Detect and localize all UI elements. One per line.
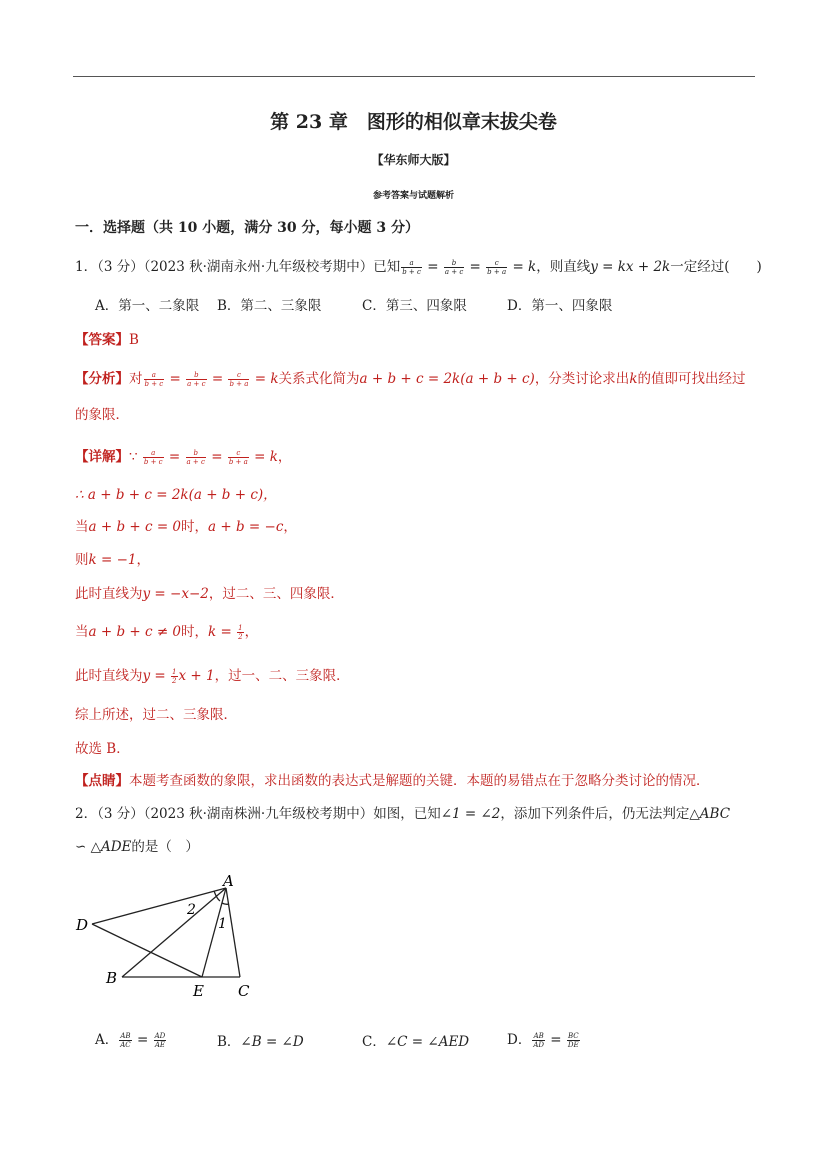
label-B: B [106, 969, 118, 987]
label-D: D [76, 916, 89, 934]
optA-fraction-2: $\frac{AD}{AE}$ [154, 1032, 166, 1049]
section-heading: 一．选择题（共 10 小题，满分 30 分，每小题 3 分） [75, 220, 419, 236]
q2-option-d[interactable]: D． $\frac{AB}{AD}$ = $\frac{BC}{DE}$ [507, 1032, 579, 1049]
q2-stem-cont: ∽ △ADE的是（ ） [75, 839, 199, 855]
q1-step-5: 当a + b + c ≠ 0时，k = $\frac{1}{2}$ ， [75, 624, 259, 641]
q1-step-8: 故选 B． [75, 741, 130, 757]
q1-prefix: 1．（3 分）（2023 秋·湖南永州·九年级校考期中）已知 [75, 259, 401, 275]
q1-fraction-2: $\frac{b}{a + c}$ [444, 259, 464, 276]
analysis-fraction-1: $\frac{a}{b + c}$ [144, 371, 164, 388]
label-A: A [223, 872, 234, 890]
segment-AC [226, 888, 240, 977]
header-rule [73, 76, 755, 77]
q1-fraction-3: $\frac{c}{b + a}$ [487, 259, 507, 276]
q1-step-1: ∴ a + b + c = 2k(a + b + c)， [75, 487, 277, 503]
q1-option-c[interactable]: C．第三、四象限 [362, 298, 467, 314]
q1-option-a[interactable]: A．第一、二象限 [95, 298, 200, 314]
q2-figure [70, 868, 270, 1003]
label-angle-1: 1 [218, 916, 227, 932]
q1-step-6: 此时直线为y = $\frac{1}{2}$ x + 1，过一、二、三象限． [75, 668, 350, 685]
q2-option-a[interactable]: A． $\frac{AB}{AC}$ = $\frac{AD}{AE}$ [95, 1032, 166, 1049]
analysis-fraction-2: $\frac{b}{a + c}$ [187, 371, 206, 388]
q1-step-3: 则k = −1， [75, 552, 150, 568]
q1-analysis: 【分析】对 $\frac{a}{b + c}$ = $\frac{b}{a + c}$ = $\frac{c}{b + a}$ = k关系式化简为a + b + c = 2k(a + b + c)，分类讨论求出k的值即可找出经过 [75, 371, 746, 388]
analysis-fraction-3: $\frac{c}{b + a}$ [229, 371, 249, 388]
q1-answer [75, 328, 139, 348]
answer-value: B [129, 332, 139, 348]
q1-line-expr: y = kx + 2k [590, 259, 671, 275]
label-C: C [238, 982, 250, 1000]
detail-fraction-1: $\frac{a}{b + c}$ [143, 449, 163, 466]
optD-fraction-1: $\frac{AB}{AD}$ [533, 1032, 544, 1049]
q1-eq-k: = k [512, 259, 537, 275]
detail-label: 【详解】 [75, 449, 129, 465]
page-title: 第 23 章 图形的相似章末拔尖卷 [270, 111, 557, 133]
q1-suffix: 一定经过( ) [670, 259, 762, 275]
q1-fraction-1: $\frac{a}{b + c}$ [402, 259, 421, 276]
q2-stem: 2．（3 分）（2023 秋·湖南株洲·九年级校考期中）如图，已知∠1 = ∠2，添加下列条件后，仍无法判定△ABC [75, 806, 731, 822]
q1-detail: 【详解】∵ $\frac{a}{b + c}$ = $\frac{b}{a + c}$ = $\frac{c}{b + a}$ = k， [75, 449, 292, 466]
q1-stem: 1．（3 分）（2023 秋·湖南永州·九年级校考期中）已知 $\frac{a}{b + c}$ = $\frac{b}{a + c}$ = $\frac{c}{b + a}$ = k，则直线y = kx + 2k一定经过( ) [75, 259, 762, 276]
segment-AE [202, 888, 226, 977]
analysis-label: 【分析】 [75, 371, 129, 387]
q1-point: 【点睛】本题考查函数的象限，求出函数的表达式是解题的关键．本题的易错点在于忽略分类讨论的情况． [75, 773, 710, 789]
optA-fraction-1: $\frac{AB}{AC}$ [120, 1032, 131, 1049]
label-E: E [193, 982, 204, 1000]
label-angle-2: 2 [187, 902, 196, 918]
q1-mid: ，则直线 [536, 259, 591, 275]
q2-option-b[interactable]: B．∠B = ∠D [217, 1034, 304, 1050]
detail-fraction-3: $\frac{c}{b + a}$ [228, 449, 248, 466]
q2-option-c[interactable]: C．∠C = ∠AED [362, 1034, 470, 1050]
q1-analysis-cont: 的象限． [75, 407, 129, 423]
q1-option-b[interactable]: B．第二、三象限 [217, 298, 322, 314]
q1-step-4: 此时直线为y = −x−2，过二、三、四象限． [75, 586, 344, 602]
subtitle: 参考答案与试题解析 [372, 191, 454, 201]
point-label: 【点睛】 [75, 773, 129, 789]
half-fraction: $\frac{1}{2}$ [238, 624, 243, 641]
q1-option-d[interactable]: D．第一、四象限 [507, 298, 613, 314]
edition-label: 【华东师大版】 [371, 153, 456, 167]
optD-fraction-2: $\frac{BC}{DE}$ [567, 1032, 579, 1049]
q1-step-7: 综上所述，过二、三象限． [75, 707, 237, 723]
detail-fraction-2: $\frac{b}{a + c}$ [186, 449, 205, 466]
half-fraction-2: $\frac{1}{2}$ [172, 668, 177, 685]
q1-step-2: 当a + b + c = 0时，a + b = −c， [75, 519, 297, 535]
answer-label: 【答案】 [75, 332, 129, 348]
